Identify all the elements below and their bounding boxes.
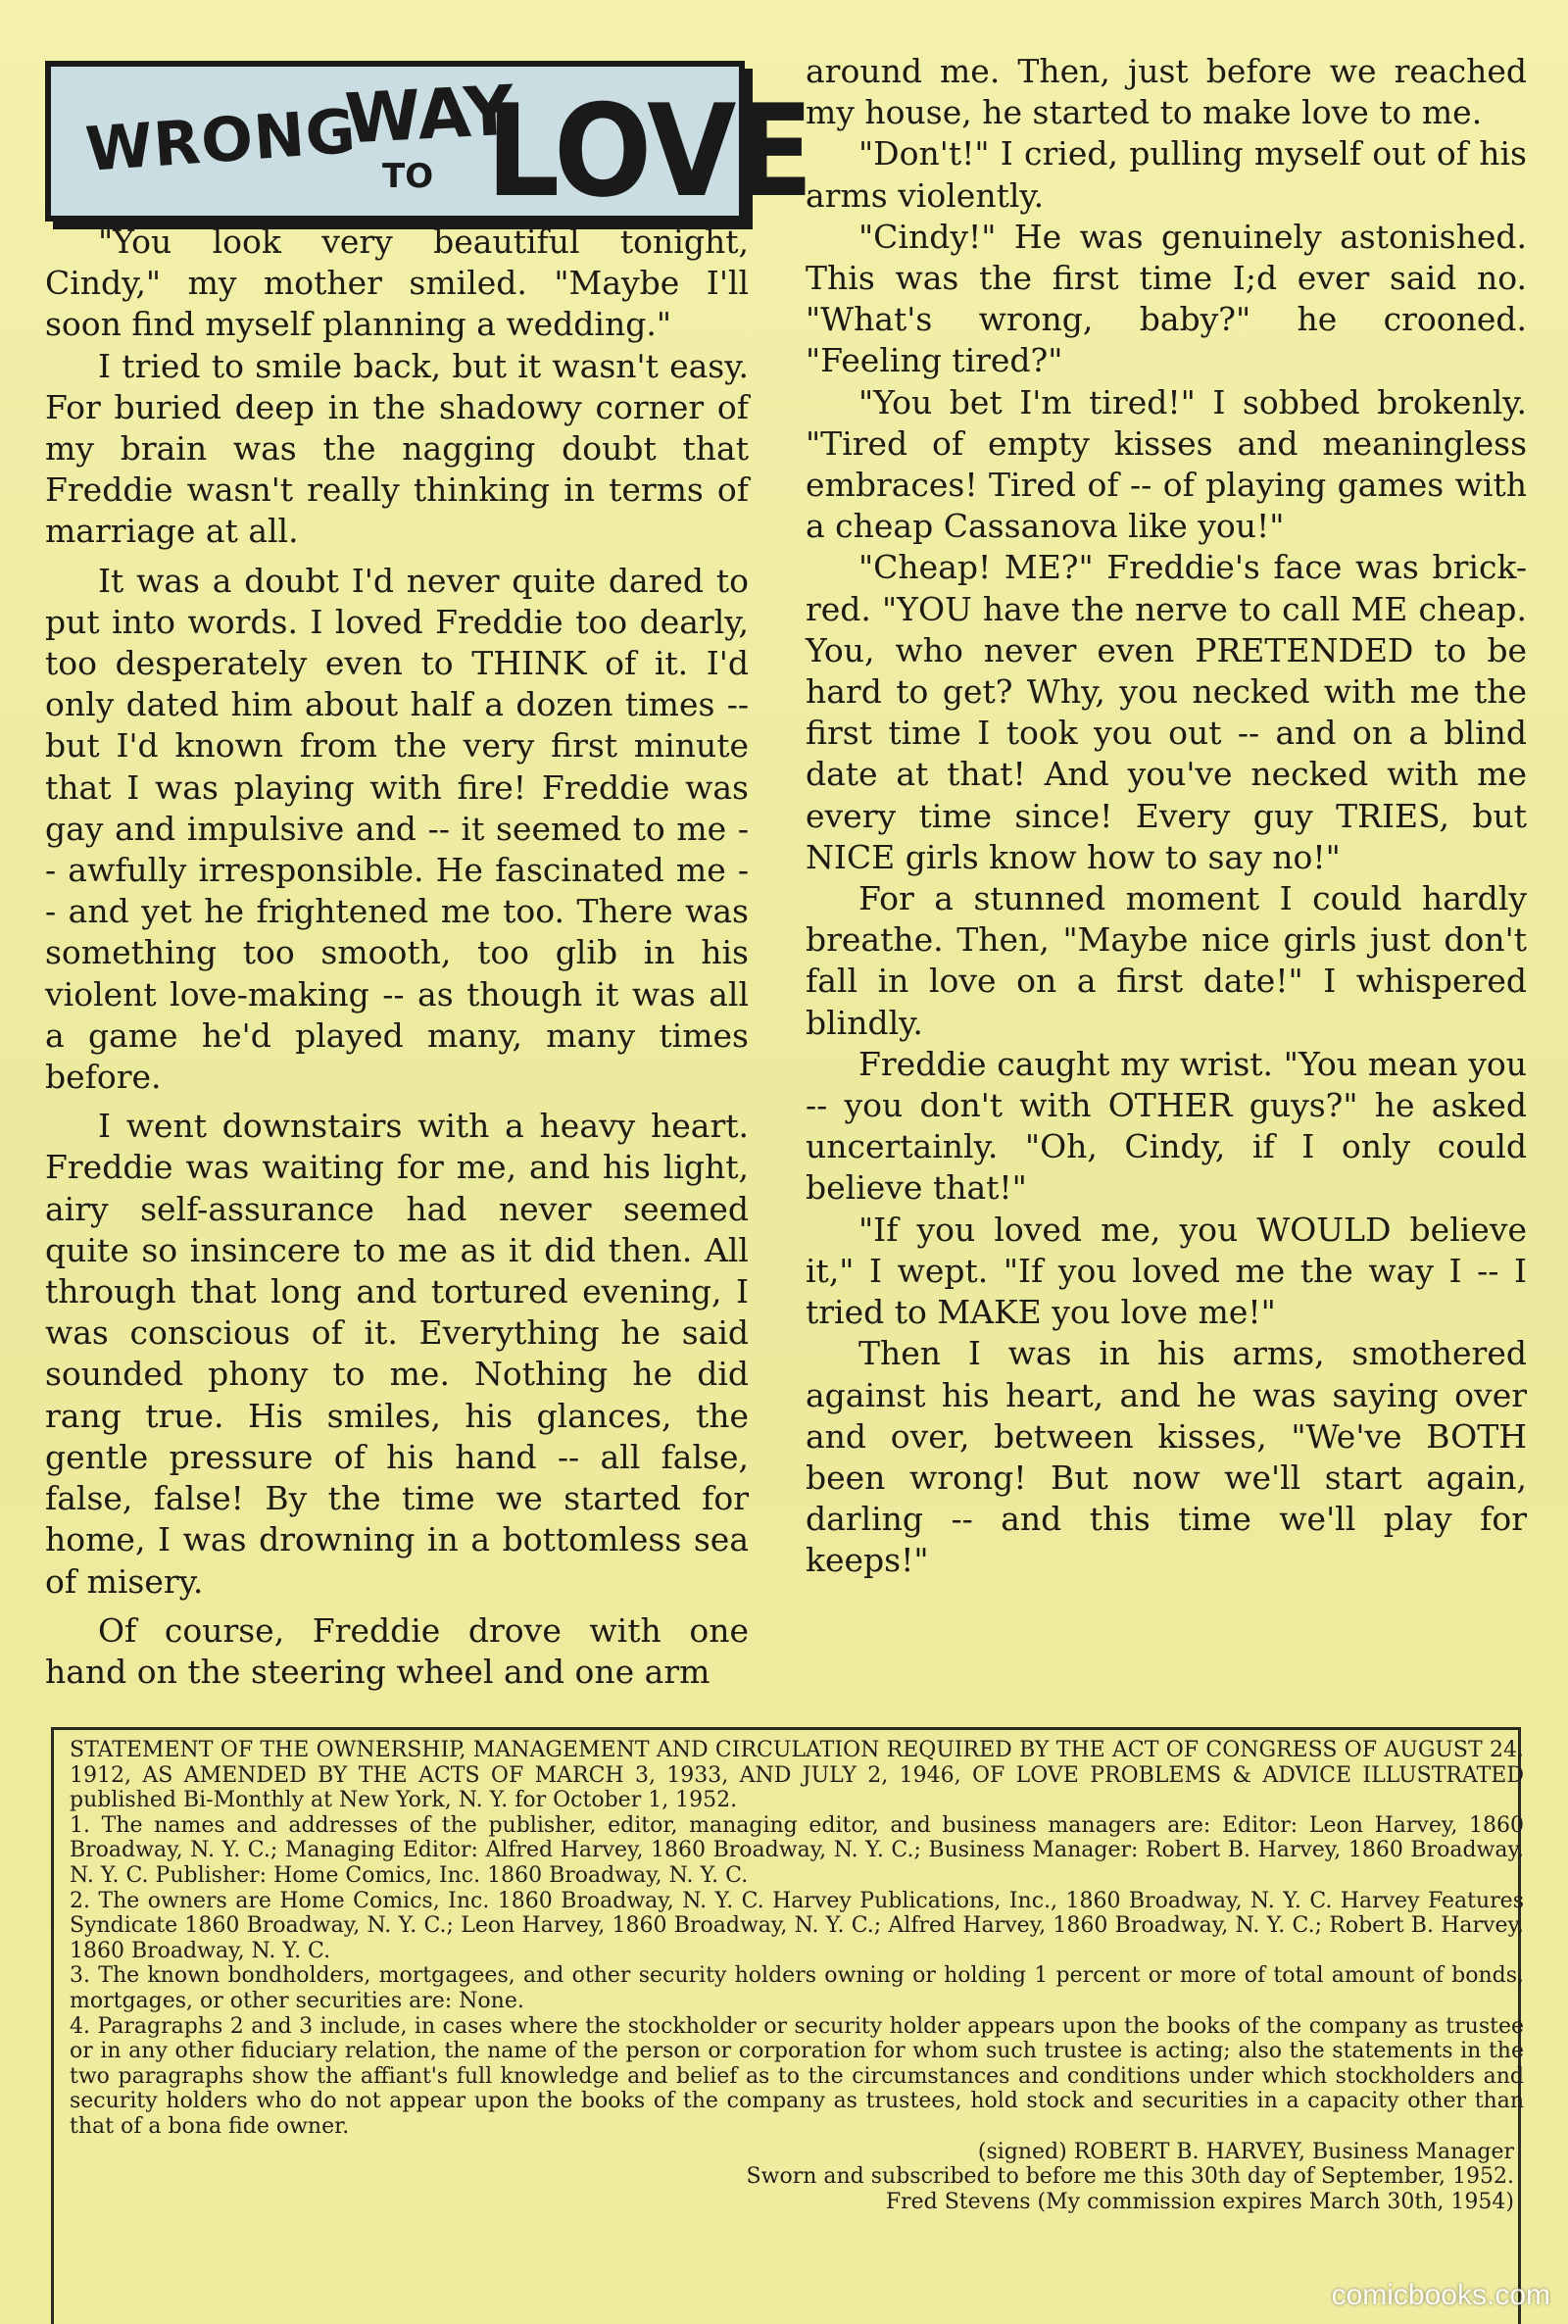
story-paragraph: For a stunned moment I could hardly breathe. Then, "Maybe nice girls just don't fall in love on a first date!" I whispered blindly. (806, 879, 1527, 1042)
title-word-to: TO (382, 157, 434, 196)
story-paragraph: "Don't!" I cried, pulling myself out of his arms violently. (806, 134, 1527, 215)
title-word-way: WAY (342, 70, 516, 160)
title-word-love: LOVE (486, 76, 812, 225)
statement-item-1: 1. The names and addresses of the publisher, editor, managing editor, and business managers are: Editor: Leon Harvey, 1860 Broadway, N. Y. C.; Managing Editor: Alfred Harvey, 1860 Broadway, N. Y. C.; Business Manager: Robert B. Harvey, 1860 Broadway, N. Y. C. Publisher: Home Comics, Inc. 1860 Broadway, N. Y. C. (70, 1812, 1524, 1888)
story-paragraph: around me. Then, just before we reached my house, he started to make love to me. (806, 52, 1527, 132)
statement-signed: (signed) ROBERT B. HARVEY, Business Manager (977, 2139, 1514, 2164)
statement-notary: Fred Stevens (My commission expires March 30th, 1954) (885, 2189, 1514, 2214)
story-paragraph: Freddie caught my wrist. "You mean you -- you don't with OTHER guys?" he asked uncertainly. "Oh, Cindy, if I only could believe that!" (806, 1044, 1527, 1208)
story-paragraph: I tried to smile back, but it wasn't easy. For buried deep in the shadowy corner of my brain was the nagging doubt that Freddie wasn't really thinking in terms of marriage at all. (45, 346, 749, 551)
story-title-box (45, 61, 812, 225)
story-left-column (45, 222, 749, 1693)
statement-item-4: 4. Paragraphs 2 and 3 include, in cases where the stockholder or security holder appears upon the books of the company as trustee or in any other fiduciary relation, the name of the person or corporation for whom such trustee is acting; also the statements in the two paragraphs show the affiant's full knowledge and belief as to the circumstances and conditions under which stockholders and security holders who do not appear upon the books of the company as trustees, hold stock and securities in a capacity other than that of a bona fide owner. (70, 2013, 1524, 2139)
statement-item-3: 3. The known bondholders, mortgagees, and other security holders owning or holding 1 percent or more of total amount of bonds, mortgages, or other securities are: None. (70, 1963, 1524, 2013)
story-paragraph: "Cheap! ME?" Freddie's face was brick-red. "YOU have the nerve to call ME cheap. You, who never even PRETENDED to be hard to get? Why, you necked with me the first time I took you out -- and on a blind date at that! And you've necked with me every time since! Every guy TRIES, but NICE girls know how to say no!" (806, 548, 1527, 876)
site-watermark: comicbooks.com (1331, 2279, 1550, 2311)
story-paragraph: "You bet I'm tired!" I sobbed brokenly. "Tired of empty kisses and meaningless embraces! Tired of -- of playing games with a cheap Cassanova like you!" (806, 382, 1527, 546)
story-paragraph: "Cindy!" He was genuinely astonished. This was the first time I;d ever said no. "What's wrong, baby?" he crooned. "Feeling tired?" (806, 217, 1527, 380)
title-word-wrong: WRONG (82, 94, 359, 185)
story-paragraph: Of course, Freddie drove with one hand on the steering wheel and one arm (45, 1610, 749, 1691)
statement-sworn: Sworn and subscribed to before me this 30th day of September, 1952. (746, 2164, 1514, 2190)
story-paragraph: It was a doubt I'd never quite dared to put into words. I loved Freddie too dearly, too desperately even to THINK of it. I'd only dated him about half a dozen times -- but I'd known from the very first minute that I was playing with fire! Freddie was gay and impulsive and -- it seemed to me -- awfully irresponsible. He fascinated me -- and yet he frightened me too. There was something too smooth, too glib in his violent love-making -- as though it was all a game he'd played many, many times before. (45, 561, 749, 1097)
statement-item-2: 2. The owners are Home Comics, Inc. 1860 Broadway, N. Y. C. Harvey Publications, Inc., 1860 Broadway, N. Y. C. Harvey Features Syndicate 1860 Broadway, N. Y. C.; Leon Harvey, 1860 Broadway, N. Y. C.; Alfred Harvey, 1860 Broadway, N. Y. C.; Robert B. Harvey, 1860 Broadway, N. Y. C. (70, 1888, 1524, 1963)
ownership-statement-box (51, 1727, 1524, 2324)
story-right-column (806, 51, 1527, 1582)
story-paragraph: Then I was in his arms, smothered against his heart, and he was saying over and over, between kisses, "We've BOTH been wrong! But now we'll start again, darling -- and this time we'll play for keeps!" (806, 1334, 1527, 1580)
story-paragraph: "You look very beautiful tonight, Cindy," my mother smiled. "Maybe I'll soon find myself planning a wedding." (45, 223, 749, 344)
statement-header: STATEMENT OF THE OWNERSHIP, MANAGEMENT AND CIRCULATION REQUIRED BY THE ACT OF CONGRESS OF AUGUST 24, 1912, AS AMENDED BY THE ACTS OF MARCH 3, 1933, AND JULY 2, 1946, OF LOVE PROBLEMS & ADVICE ILLUSTRATED published Bi-Monthly at New York, N. Y. for October 1, 1952. (70, 1738, 1524, 1813)
story-paragraph: I went downstairs with a heavy heart. Freddie was waiting for me, and his light, airy self-assurance had never seemed quite so insincere to me as it did then. All through that long and tortured evening, I was conscious of it. Everything he said sounded phony to me. Nothing he did rang true. His smiles, his glances, the gentle pressure of his hand -- all false, false, false! By the time we started for home, I was drowning in a bottomless sea of misery. (45, 1107, 749, 1601)
story-paragraph: "If you loved me, you WOULD believe it," I wept. "If you loved me the way I -- I tried to MAKE you love me!" (806, 1210, 1527, 1332)
